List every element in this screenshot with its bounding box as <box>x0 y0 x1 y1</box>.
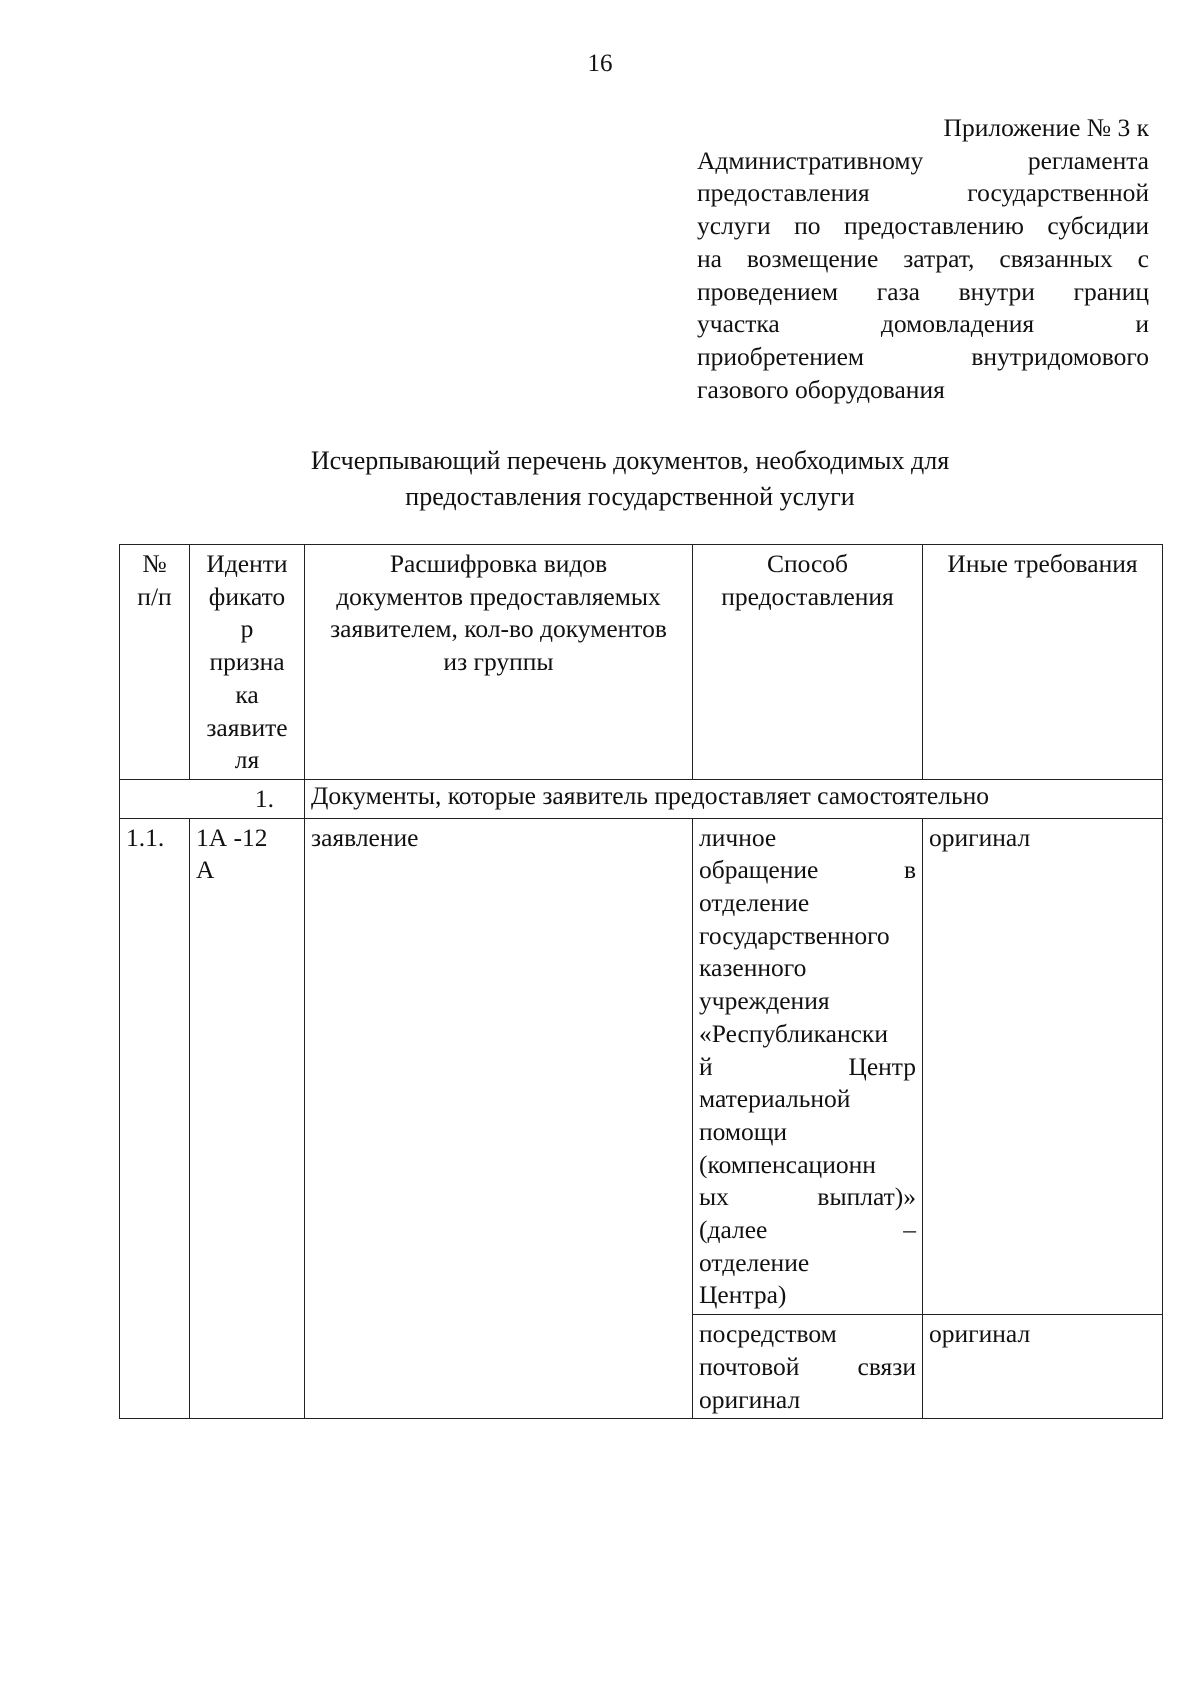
row-other-requirements-1: оригинал <box>923 818 1163 1315</box>
section-title-cell <box>305 779 1163 818</box>
header-other-requirements: Иные требования <box>923 545 1163 780</box>
row-method-in-person <box>693 818 923 1315</box>
method-line: й Центр <box>699 1051 916 1081</box>
method-line: Центра) <box>699 1280 787 1310</box>
section-row <box>120 779 1163 818</box>
appendix-line: газового оборудования <box>697 374 945 404</box>
method-line: личное <box>699 822 777 852</box>
method-line: (далее – <box>699 1215 916 1245</box>
appendix-line: участка домовладения и <box>697 309 1149 339</box>
appendix-line: проведением газа внутри границ <box>697 276 1149 306</box>
method-line: оригинал <box>699 1384 801 1414</box>
header-number: № п/п <box>120 545 190 780</box>
page-number: 16 <box>587 50 613 77</box>
appendix-line: приобретением внутридомового <box>697 341 1149 371</box>
method-line: «Республикански <box>699 1018 888 1048</box>
row-description: заявление <box>305 818 693 1419</box>
method-line: материальной <box>699 1084 851 1114</box>
header-method: Способ предоставления <box>693 545 923 780</box>
table-header-row <box>120 545 1163 780</box>
appendix-line: предоставления государственной <box>697 178 1149 208</box>
section-number-cell <box>120 779 305 818</box>
appendix-reference <box>697 112 1149 406</box>
method-line: почтовой связи <box>699 1351 916 1381</box>
method-line: отделение <box>699 888 810 918</box>
appendix-line: Административному регламента <box>697 145 1149 175</box>
document-title-line-1: Исчерпывающий перечень документов, необходимых для <box>310 446 950 475</box>
method-line: государственного <box>699 920 890 950</box>
method-line: (компенсационн <box>699 1149 876 1179</box>
row-method-post <box>693 1315 923 1419</box>
header-identifier: Иденти фикато р призна ка заявите ля <box>190 545 305 780</box>
method-line: помощи <box>699 1116 788 1146</box>
method-line: обращение в <box>699 855 916 885</box>
method-line: учреждения <box>699 986 830 1016</box>
document-title <box>130 443 1130 515</box>
method-line: казенного <box>699 953 807 983</box>
appendix-line: Приложение № 3 к <box>943 113 1149 142</box>
appendix-line: услуги по предоставлению субсидии <box>697 211 1149 241</box>
documents-table <box>119 544 1163 1419</box>
header-description: Расшифровка видов документов предоставляемых заявителем, кол-во документов из группы <box>305 545 693 780</box>
section-title: Документы, которые заявитель предоставляет самостоятельно <box>311 780 989 810</box>
row-identifier: 1А -12 А <box>190 818 305 1419</box>
document-title-line-2: предоставления государственной услуги <box>405 482 855 511</box>
section-number: 1. <box>254 783 274 813</box>
appendix-line: на возмещение затрат, связанных с <box>697 243 1149 273</box>
method-line: ых выплат)» <box>699 1182 916 1212</box>
table-row <box>120 818 1163 1315</box>
method-line: отделение <box>699 1247 810 1277</box>
method-line: посредством <box>699 1319 837 1349</box>
row-other-requirements-2: оригинал <box>923 1315 1163 1419</box>
row-number: 1.1. <box>120 818 190 1419</box>
